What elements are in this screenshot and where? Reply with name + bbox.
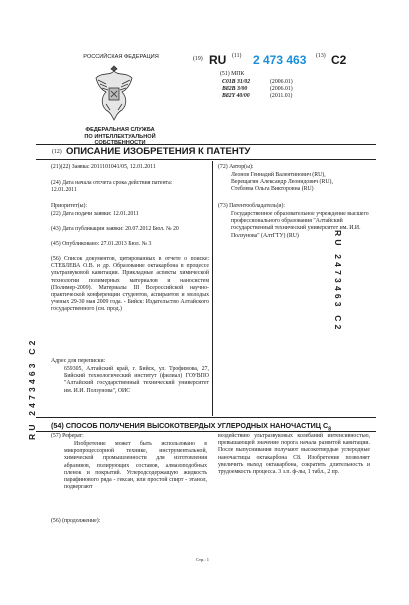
priority-label: Приоритет(ы): <box>51 203 88 209</box>
coat-of-arms-emblem <box>92 60 136 122</box>
invention-title-subscript: 8 <box>328 426 331 433</box>
service-name: ФЕДЕРАЛЬНАЯ СЛУЖБА ПО ИНТЕЛЛЕКТУАЛЬНОЙ СОБСТВЕННОСТИ <box>84 127 156 147</box>
country-code: RU <box>209 53 227 67</box>
mpk-label: (51) МПК <box>220 71 245 77</box>
authors-list: Леонов Геннадий Валентинович (RU), Верещагин Александр Леонидович (RU), Стеблева Ольга Викторовна (RU) <box>231 172 333 193</box>
patent-holder-label: (73) Патентообладатель(и): <box>218 203 286 209</box>
abstract-left-column: Изобретение может быть использовано в микропроцессорной технике, инструментальной, химической промышленности для изготовления абразивов, полирующих составов, алмазоподобных пленок и покрытий. Углеродсодержащую жидкость парафинового ряда - гексан, или простой спирт - этанол, подвергают <box>64 441 207 491</box>
side-code-left: RU 2473463 C2 <box>27 337 37 440</box>
kind-code: C2 <box>331 53 347 67</box>
address-label: Адрес для переписки: <box>51 358 106 364</box>
authors-label: (72) Автор(ы): <box>218 164 254 170</box>
mpk-list <box>222 79 342 101</box>
page-footer: Стр.: 1 <box>196 557 209 562</box>
doc-type-title: ОПИСАНИЕ ИЗОБРЕТЕНИЯ К ПАТЕНТУ <box>66 146 251 157</box>
term-start-field: (24) Дата начала отсчета срока действия патента: 12.01.2011 <box>51 180 173 194</box>
filing-date-field: (22) Дата подачи заявки: 12.01.2011 <box>51 211 139 217</box>
code-19: (19) <box>193 56 203 62</box>
patent-number: 2 473 463 <box>253 53 307 67</box>
code-13: (13) <box>316 53 326 59</box>
side-code-right: RU 2473463 C2 <box>333 230 343 333</box>
address-text: 659305, Алтайский край, г. Бийск, ул. Трофимова, 27, Бийский технологический институт (филиал) ГОУВПО "Алтайский государственный технический университет им. И.И. Ползунова", ОИС <box>64 366 209 394</box>
invention-title-text: (54) СПОСОБ ПОЛУЧЕНИЯ ВЫСОКОТВЕРДЫХ УГЛЕРОДНЫХ НАНОЧАСТИЦ C <box>51 421 329 430</box>
published-field: (45) Опубликовано: 27.01.2013 Бюл. № 3 <box>51 241 152 247</box>
cited-docs-field: (56) Список документов, цитированных в отчете о поиске: СТЕБЛЕВА О.В. и др. Образование октакарбона в процессе ультразвуковой кавитации. Прикладные аспекты химической технологии полимерных материалов и наносистем (Полимер-2009). Материалы III Всероссийской научно-практической конференции студентов, аспирантов и молодых ученых 29-30 мая 2009 года. - Бийск: Издательство Алтайского государственного (см. прод.) <box>51 256 209 313</box>
mpk-row: B82B 3/00 (2006.01) <box>222 86 293 93</box>
publication-date-field: (43) Дата публикации заявки: 20.07.2012 Бюл. № 20 <box>51 226 179 232</box>
patent-holder-text: Государственное образовательное учреждение высшего профессионального образования "Алтайский государственный технический университет им. И.И. Ползунова" (АлтГТУ) (RU) <box>231 211 369 239</box>
doc-type-num: (12) <box>52 149 62 155</box>
code-11: (11) <box>232 53 242 59</box>
application-field: (21)(22) Заявка: 2011101041/05, 12.01.2011 <box>51 164 156 170</box>
mpk-row: C01B 31/02 (2006.01) <box>222 79 293 85</box>
abstract-right-column: воздействию ультразвуковых колебаний интенсивностью, превышающей значение порога начала развитой кавитации. После выпуснивания получают высокотвердые углеродные наночастицы октакарбона C8. Изобретение позволяет увеличить выход октакарбона, сократить длительность и трудоемкость процесса. 3 з.п. ф-лы, 1 табл., 2 пр. <box>218 433 370 476</box>
abstract-label: (57) Реферат: <box>51 433 84 439</box>
cited-docs-continuation: (56) (продолжение): <box>51 518 101 524</box>
mpk-row: B82Y 40/00 (2011.01) <box>222 93 293 100</box>
country-name: РОССИЙСКАЯ ФЕДЕРАЦИЯ <box>83 54 159 60</box>
